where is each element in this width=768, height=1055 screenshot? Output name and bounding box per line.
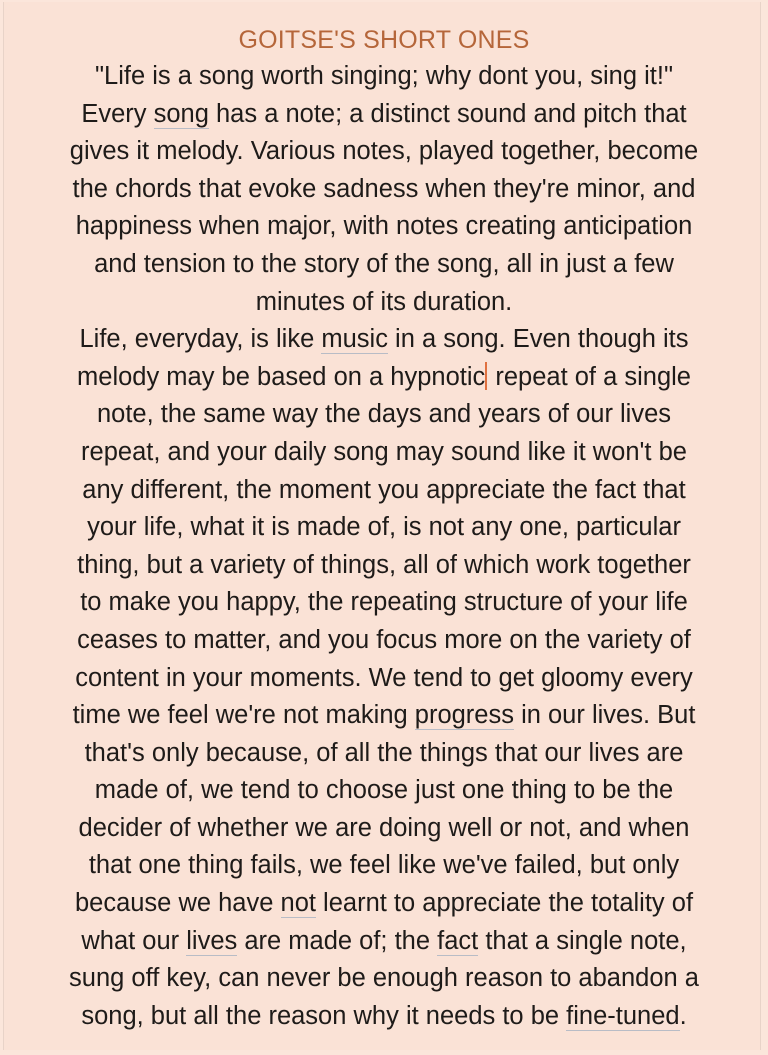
text-line: "Life is a song worth singing; why dont you, sing it!" <box>95 62 673 90</box>
text-line: Life, everyday, is like music in a song. Even though its <box>79 325 689 354</box>
text-line: melody may be based on a hypnotic repeat of a single <box>77 362 691 391</box>
text-line: and tension to the story of the song, all in just a few <box>94 249 674 278</box>
text-line: sung off key, can never be enough reason to abandon a <box>69 964 699 993</box>
spellcheck-underline[interactable]: song <box>153 99 209 128</box>
spellcheck-underline[interactable]: not <box>280 889 316 918</box>
text-line: note, the same way the days and years of our lives <box>96 400 672 429</box>
text-line: happiness when major, with notes creating anticipation <box>75 212 693 241</box>
text-line: made of, we tend to choose just one thing to be the <box>94 776 674 805</box>
text-line: what our lives are made of; the fact that a single note, <box>81 926 687 955</box>
document-title: GOITSE'S SHORT ONES <box>238 26 530 54</box>
spellcheck-underline[interactable]: lives <box>186 926 238 955</box>
text-line: content in your moments. We tend to get gloomy every <box>75 663 693 692</box>
text-line: time we feel we're not making progress in our lives. But <box>72 701 696 730</box>
text-line: ceases to matter, and you focus more on the variety of <box>77 625 691 654</box>
text-line: repeat, and your daily song may sound like it won't be <box>81 437 687 466</box>
text-cursor <box>485 362 487 390</box>
text-line: song, but all the reason why it needs to be fine-tuned. <box>81 1001 687 1030</box>
text-line: Every song has a note; a distinct sound and pitch that <box>81 99 687 128</box>
text-line: because we have not learnt to appreciate the totality of <box>74 889 694 918</box>
text-line: thing, but a variety of things, all of which work together <box>77 550 691 579</box>
spellcheck-underline[interactable]: fact <box>437 926 479 955</box>
text-line: gives it melody. Various notes, played together, become <box>69 137 699 166</box>
text-line: decider of whether we are doing well or not, and when <box>78 813 690 842</box>
text-line: your life, what it is made of, is not any one, particular <box>87 513 681 542</box>
spellcheck-underline[interactable]: music <box>321 325 388 354</box>
text-line: that one thing fails, we feel like we've failed, but only <box>88 851 680 880</box>
text-line: any different, the moment you appreciate the fact that <box>82 475 686 504</box>
text-body[interactable] <box>0 58 768 1035</box>
text-line: the chords that evoke sadness when they're minor, and <box>72 174 696 203</box>
text-line: that's only because, of all the things that our lives are <box>84 738 684 767</box>
spellcheck-underline[interactable]: fine-tuned <box>566 1001 680 1030</box>
text-line: to make you happy, the repeating structure of your life <box>80 588 688 617</box>
text-line: minutes of its duration. <box>255 287 513 316</box>
spellcheck-underline[interactable]: progress <box>414 701 514 730</box>
